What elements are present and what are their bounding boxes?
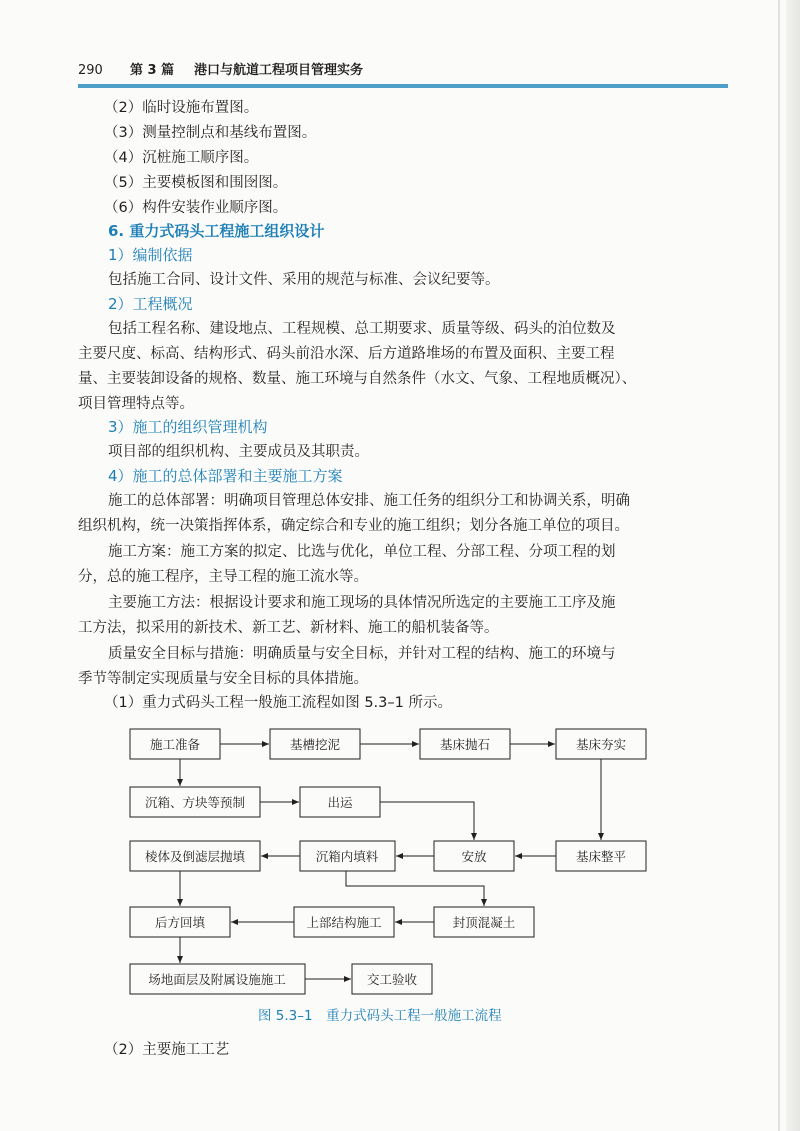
subsection-heading: 3）施工的组织管理机构 [108,418,268,436]
flow-box-surface-facilities [130,964,305,994]
running-header [78,62,728,86]
paragraph-line: 工方法，拟采用的新技术、新工艺、新材料、施工的船机装备等。 [78,620,499,636]
flow-box-bed-tamping [556,729,646,759]
list-item: （5）主要模板图和围囹图。 [104,175,288,191]
flow-box-superstructure [294,907,394,937]
paragraph-line: 分，总的施工程序，主导工程的施工流水等。 [78,569,368,585]
flow-box-bed-leveling [556,841,646,871]
flow-label: 上部结构施工 [306,915,382,930]
flow-box-prepare [130,729,220,759]
header-title: 港口与航道工程项目管理实务 [194,63,364,78]
flow-box-caisson-infill [300,841,395,871]
list-item: （4）沉桩施工顺序图。 [104,150,259,166]
flow-box-capping-concrete [434,907,534,937]
flow-label: 封顶混凝土 [452,915,516,930]
flow-label: 交工验收 [366,972,418,987]
flow-label: 基床夯实 [575,737,627,752]
paragraph-line: 包括工程名称、建设地点、工程规模、总工期要求、质量等级、码头的泊位数及 [108,321,616,337]
paragraph-line: 量、主要装卸设备的规格、数量、施工环境与自然条件（水文、气象、工程地质概况）、 [78,371,637,387]
section-heading: 6. 重力式码头工程施工组织设计 [108,222,325,240]
flow-box-prism-filter-fill [130,841,260,871]
page-edge [786,0,800,1131]
flow-label: 棱体及倒滤层抛填 [144,849,246,864]
list-item: （3）测量控制点和基线布置图。 [104,125,317,141]
subsection-heading: 1）编制依据 [108,246,193,264]
page-number: 290 [78,63,103,78]
flow-box-caisson-prefab [130,787,260,817]
paragraph-line: 项目管理特点等。 [78,396,194,412]
flow-label: 施工准备 [149,737,201,752]
flow-label: 安放 [461,849,487,864]
flow-box-trench-dredging [270,729,360,759]
flow-box-shipping [300,787,380,817]
paragraph-line: 项目部的组织机构、主要成员及其职责。 [108,444,369,460]
header-rule [78,84,728,88]
paragraph-line: 施工的总体部署：明确项目管理总体安排、施工任务的组织分工和协调关系，明确 [108,493,630,509]
list-item: （6）构件安装作业顺序图。 [104,200,288,216]
chapter-label: 第 3 篇 [130,63,175,78]
paragraph-line: 主要尺度、标高、结构形式、码头前沿水深、后方道路堆场的布置及面积、主要工程 [78,346,615,362]
paragraph-line: 季节等制定实现质量与安全目标的具体措施。 [78,671,368,687]
flow-label: 后方回填 [154,915,206,930]
flow-label: 沉箱、方块等预制 [144,795,246,810]
figure-caption: 图 5.3–1 重力式码头工程一般施工流程 [258,1008,502,1024]
list-item: （2）临时设施布置图。 [104,100,259,116]
list-item: （2）主要施工工艺 [104,1042,230,1058]
flow-label: 出运 [327,795,353,810]
flow-label: 基槽挖泥 [289,737,341,752]
flow-label: 场地面层及附属设施施工 [148,972,286,987]
list-item: （1）重力式码头工程一般施工流程如图 5.3–1 所示。 [104,695,452,711]
subsection-heading: 2）工程概况 [108,295,193,313]
paragraph-line: 施工方案：施工方案的拟定、比选与优化，单位工程、分部工程、分项工程的划 [108,544,616,560]
flow-box-backfill [130,907,230,937]
flow-label: 基床抛石 [439,737,491,752]
paragraph-line: 组织机构，统一决策指挥体系，确定综合和专业的施工组织；划分各施工单位的项目。 [78,518,629,534]
paragraph-line: 质量安全目标与措施：明确质量与安全目标，并针对工程的结构、施工的环境与 [108,646,616,662]
page-gutter-line [778,0,780,1131]
flow-box-placement [434,841,514,871]
flow-label: 沉箱内填料 [315,849,379,864]
paragraph-line: 包括施工合同、设计文件、采用的规范与标准、会议纪要等。 [108,272,500,288]
subsection-heading: 4）施工的总体部署和主要施工方案 [108,467,343,485]
flow-box-acceptance [352,964,432,994]
flow-label: 基床整平 [575,849,627,864]
flow-box-bed-riprap [420,729,510,759]
paragraph-line: 主要施工方法：根据设计要求和施工现场的具体情况所选定的主要施工工序及施 [108,595,616,611]
